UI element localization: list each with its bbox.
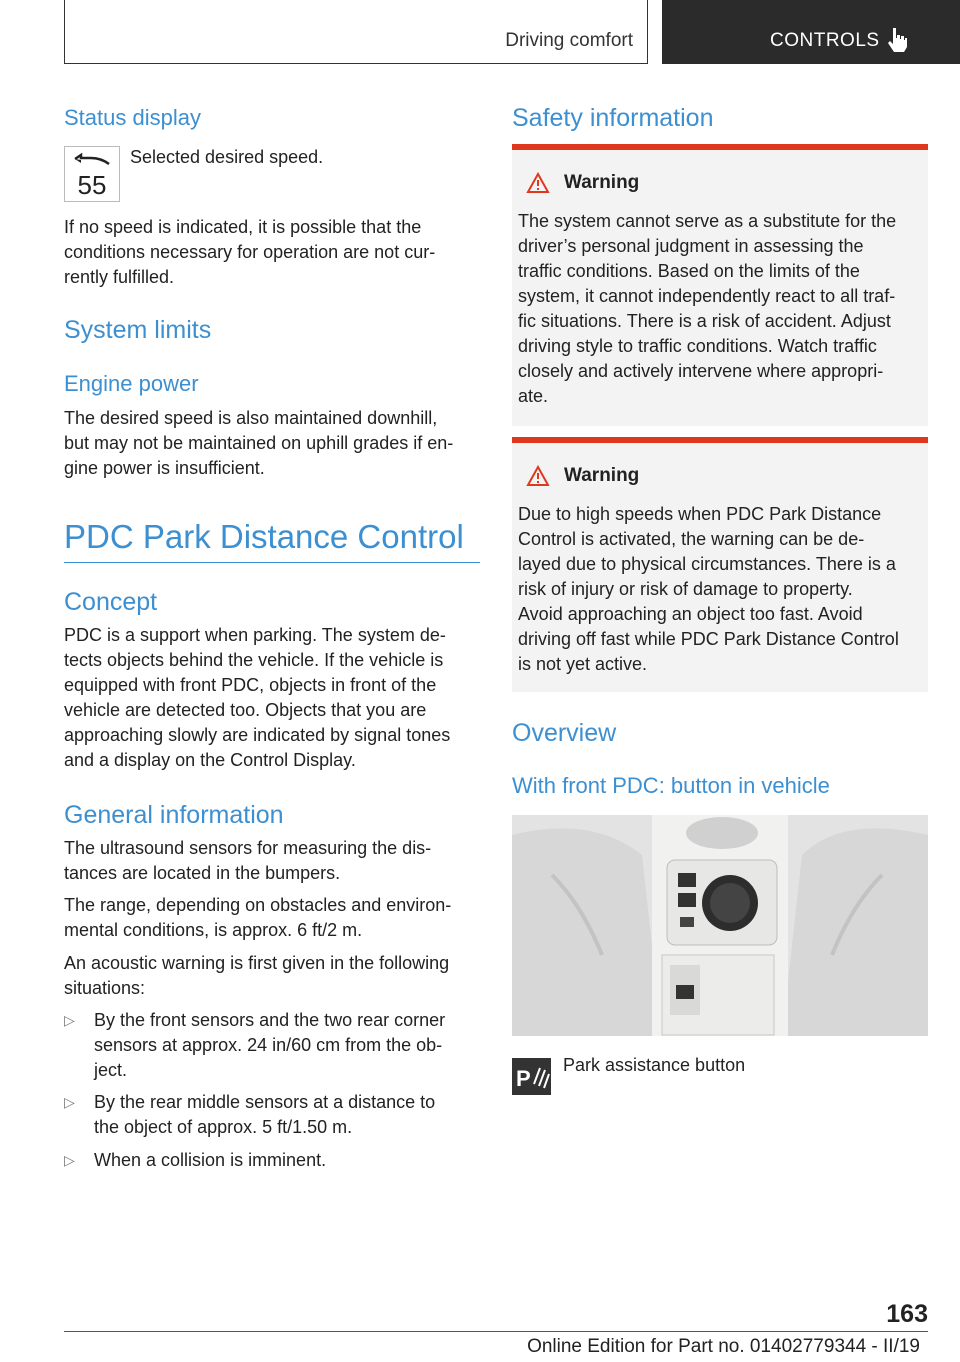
status-line-3: rently fulfilled. xyxy=(64,267,175,287)
w1-line-6: driving style to traffic conditions. Watch traffic xyxy=(518,336,877,356)
w1-line-8: ate. xyxy=(518,386,549,406)
w2-line-5: Avoid approaching an object too fast. Avoid xyxy=(518,604,863,624)
center-console-photo xyxy=(512,815,928,1036)
general-3-line-1: An acoustic warning is first given in the following xyxy=(64,953,450,973)
bullet-1-line-3: ject. xyxy=(94,1060,128,1080)
pdc-heading: PDC Park Distance Control xyxy=(64,518,464,555)
warning-triangle-icon xyxy=(526,465,550,487)
w1-line-4: system, it cannot independently react to all traf- xyxy=(518,286,896,306)
concept-line-6: and a display on the Control Display. xyxy=(64,750,356,770)
header-section-label: Driving comfort xyxy=(505,30,633,51)
warning-label: Warning xyxy=(564,172,640,193)
general-3-line-2: situations: xyxy=(64,978,146,998)
concept-line-2: tects objects behind the vehicle. If the vehicle is xyxy=(64,650,444,670)
w1-line-7: closely and actively intervene where appropri- xyxy=(518,361,884,381)
bullet-2-line-1: By the rear middle sensors at a distance to xyxy=(94,1092,436,1112)
general-paragraph-3 xyxy=(64,951,449,1001)
concept-line-4: vehicle are detected too. Objects that you are xyxy=(64,700,427,720)
edition-note: Online Edition for Part no. 01402779344 - II/19 xyxy=(527,1336,920,1357)
w2-line-1: Due to high speeds when PDC Park Distance xyxy=(518,504,882,524)
bullet-1-line-1: By the front sensors and the two rear corner xyxy=(94,1010,446,1030)
general-1-line-1: The ultrasound sensors for measuring the dis- xyxy=(64,838,432,858)
bullet-3-line-1: When a collision is imminent. xyxy=(94,1150,327,1170)
header-section-box xyxy=(64,0,648,64)
park-assistance-caption: Park assistance button xyxy=(563,1055,746,1075)
status-display-heading: Status display xyxy=(64,105,201,130)
status-paragraph xyxy=(64,215,435,290)
general-paragraph-2 xyxy=(64,893,451,943)
engine-power-heading: Engine power xyxy=(64,371,199,396)
overview-heading: Overview xyxy=(512,719,617,747)
concept-line-5: approaching slowly are indicated by signal tones xyxy=(64,725,451,745)
engine-power-paragraph xyxy=(64,406,453,481)
general-1-line-2: tances are located in the bumpers. xyxy=(64,863,341,883)
warning-box xyxy=(512,437,928,692)
page-number: 163 xyxy=(886,1300,928,1328)
w2-line-6: driving off fast while PDC Park Distance Control xyxy=(518,629,899,649)
general-paragraph-1 xyxy=(64,836,431,886)
concept-paragraph xyxy=(64,623,450,773)
w2-line-2: Control is activated, the warning can be de- xyxy=(518,529,865,549)
w1-line-2: driver’s personal judgment in assessing the xyxy=(518,236,864,256)
w1-line-1: The system cannot serve as a substitute for the xyxy=(518,211,897,231)
triangle-bullet-icon: ▷ xyxy=(64,1012,75,1028)
warning-label: Warning xyxy=(564,465,640,486)
w2-line-7: is not yet active. xyxy=(518,654,648,674)
svg-text:P: P xyxy=(516,1066,531,1091)
bullet-1-line-2: sensors at approx. 24 in/60 cm from the ob- xyxy=(94,1035,443,1055)
general-2-line-2: mental conditions, is approx. 6 ft/2 m. xyxy=(64,920,363,940)
speed-limit-icon-number: 55 xyxy=(77,170,107,200)
engine-line-1: The desired speed is also maintained downhill, xyxy=(64,408,438,428)
status-icon-text: Selected desired speed. xyxy=(130,147,324,167)
triangle-bullet-icon: ▷ xyxy=(64,1152,75,1168)
w1-line-5: fic situations. There is a risk of accident. Adjust xyxy=(518,311,891,331)
warning-header xyxy=(526,465,639,487)
pdc-heading-rule xyxy=(64,562,480,563)
status-line-1: If no speed is indicated, it is possible that the xyxy=(64,217,422,237)
w2-line-4: risk of injury or risk of damage to property. xyxy=(518,579,853,599)
header-chapter-label: CONTROLS xyxy=(770,30,880,51)
warning-triangle-icon xyxy=(526,172,550,194)
status-line-2: conditions necessary for operation are not cur- xyxy=(64,242,436,262)
speed-limit-icon xyxy=(64,146,120,202)
warning-text xyxy=(518,209,928,409)
triangle-bullet-icon: ▷ xyxy=(64,1094,75,1110)
engine-line-3: gine power is insufficient. xyxy=(64,458,265,478)
w1-line-3: traffic conditions. Based on the limits of the xyxy=(518,261,860,281)
concept-heading: Concept xyxy=(64,588,158,616)
concept-line-3: equipped with front PDC, objects in front of the xyxy=(64,675,437,695)
system-limits-heading: System limits xyxy=(64,316,212,344)
engine-line-2: but may not be maintained on uphill grades if en- xyxy=(64,433,454,453)
general-information-heading: General information xyxy=(64,801,284,829)
warning-box xyxy=(512,144,928,426)
park-assistance-icon xyxy=(512,1058,551,1095)
bullet-2-line-2: the object of approx. 5 ft/1.50 m. xyxy=(94,1117,353,1137)
w2-line-3: layed due to physical circumstances. There is a xyxy=(518,554,896,574)
hand-pointer-icon xyxy=(886,26,908,52)
safety-information-heading: Safety information xyxy=(512,104,714,132)
front-pdc-heading: With front PDC: button in vehicle xyxy=(512,773,830,798)
warning-text xyxy=(518,502,928,677)
general-2-line-1: The range, depending on obstacles and environ- xyxy=(64,895,452,915)
footer-rule xyxy=(64,1331,928,1332)
concept-line-1: PDC is a support when parking. The system de- xyxy=(64,625,446,645)
header-chapter-box xyxy=(662,0,960,64)
warning-header xyxy=(526,172,639,194)
